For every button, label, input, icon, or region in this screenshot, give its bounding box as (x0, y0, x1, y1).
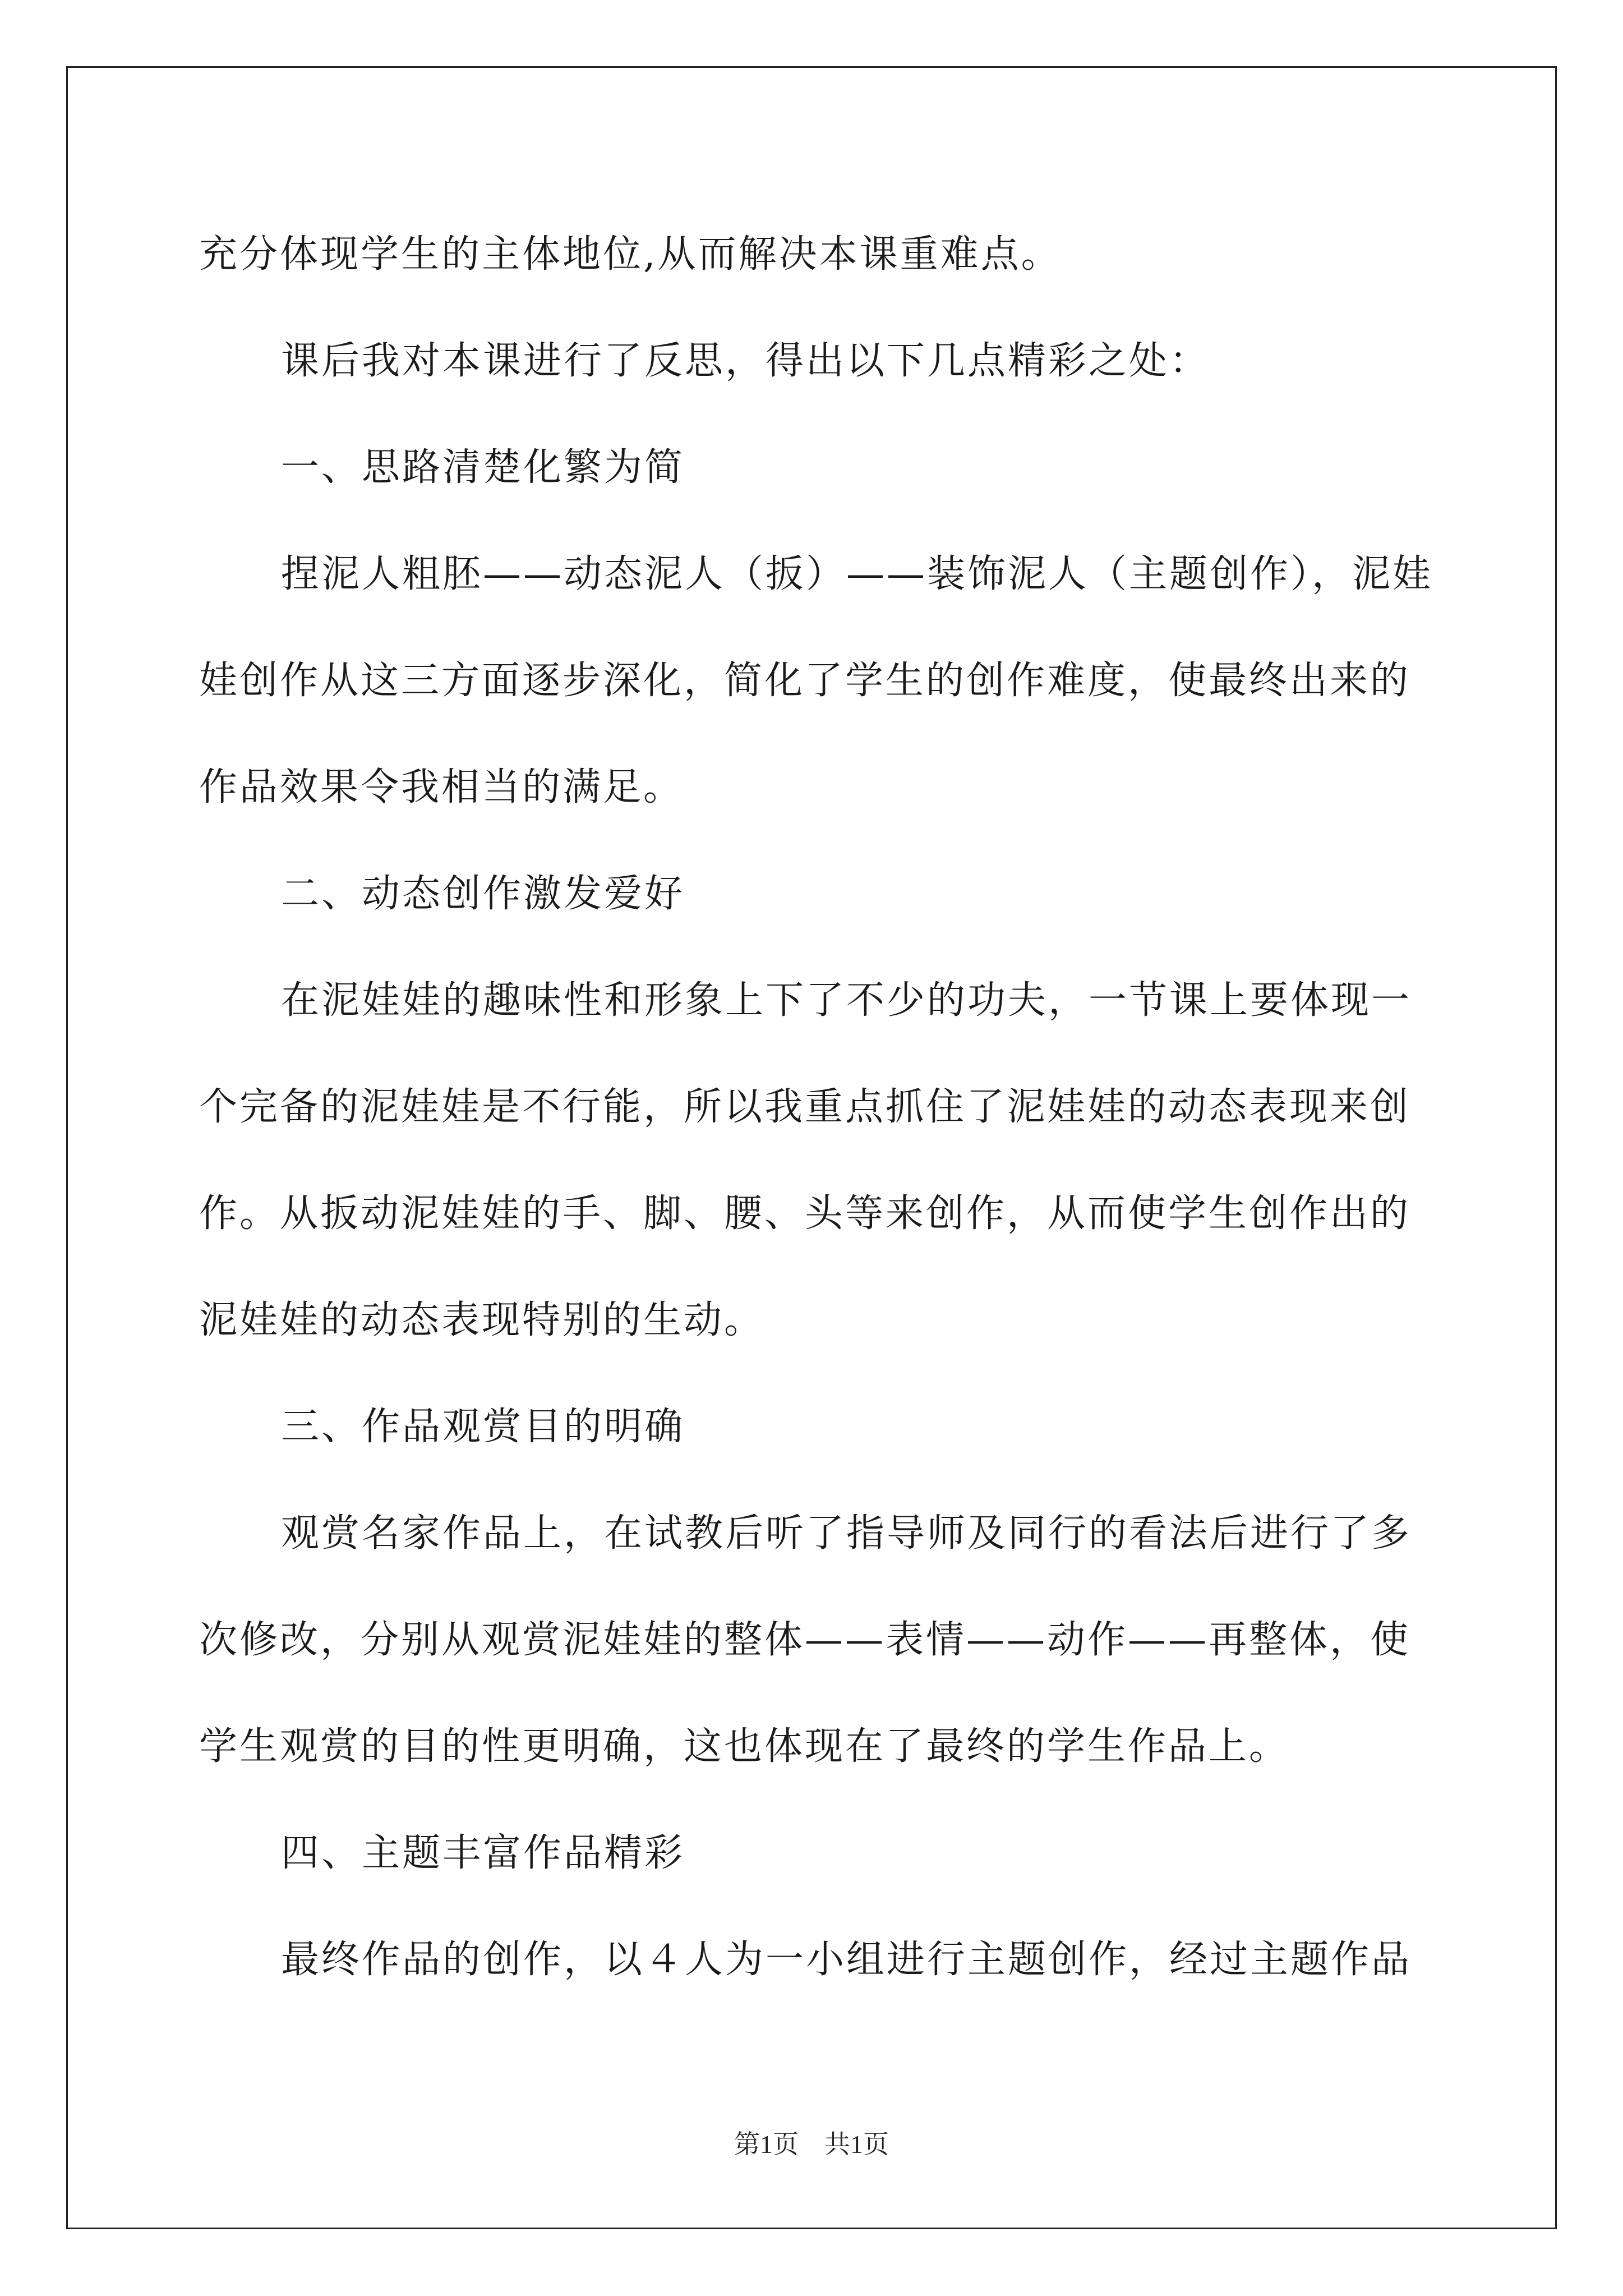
section-heading: 一、思路清楚化繁为简 (281, 445, 685, 490)
text-line: 最终作品的创作，以４人为一小组进行主题创作，经过主题作品 (281, 1938, 1412, 1982)
section-heading: 三、作品观赏目的明确 (281, 1405, 685, 1449)
text-line: 学生观赏的目的性更明确，这也体现在了最终的学生作品上。 (199, 1724, 1290, 1769)
page-border (66, 66, 1557, 2229)
text-line: 观赏名家作品上，在试教后听了指导师及同行的看法后进行了多 (281, 1511, 1412, 1556)
text-line: 次修改，分别从观赏泥娃娃的整体——表情——动作——再整体，使 (199, 1618, 1411, 1662)
page-number: 第1页 共1页 (734, 2130, 889, 2159)
text-line: 泥娃娃的动态表现特别的生动。 (199, 1298, 765, 1342)
text-line: 个完备的泥娃娃是不行能，所以我重点抓住了泥娃娃的动态表现来创 (199, 1085, 1411, 1129)
text-line: 作。从扳动泥娃娃的手、脚、腰、头等来创作，从而使学生创作出的 (199, 1191, 1411, 1236)
text-line: 捏泥人粗胚——动态泥人（扳）——装饰泥人（主题创作），泥娃 (281, 552, 1433, 596)
text-line: 课后我对本课进行了反思，得出以下几点精彩之处： (281, 339, 1210, 383)
text-line: 充分体现学生的主体地位,从而解决本课重难点。 (199, 232, 1062, 277)
text-line: 作品效果令我相当的满足。 (199, 765, 684, 809)
section-heading: 四、主题丰富作品精彩 (281, 1831, 685, 1875)
text-line: 娃创作从这三方面逐步深化，简化了学生的创作难度，使最终出来的 (199, 659, 1411, 703)
section-heading: 二、动态创作激发爱好 (281, 872, 685, 916)
text-line: 在泥娃娃的趣味性和形象上下了不少的功夫，一节课上要体现一 (281, 978, 1412, 1023)
